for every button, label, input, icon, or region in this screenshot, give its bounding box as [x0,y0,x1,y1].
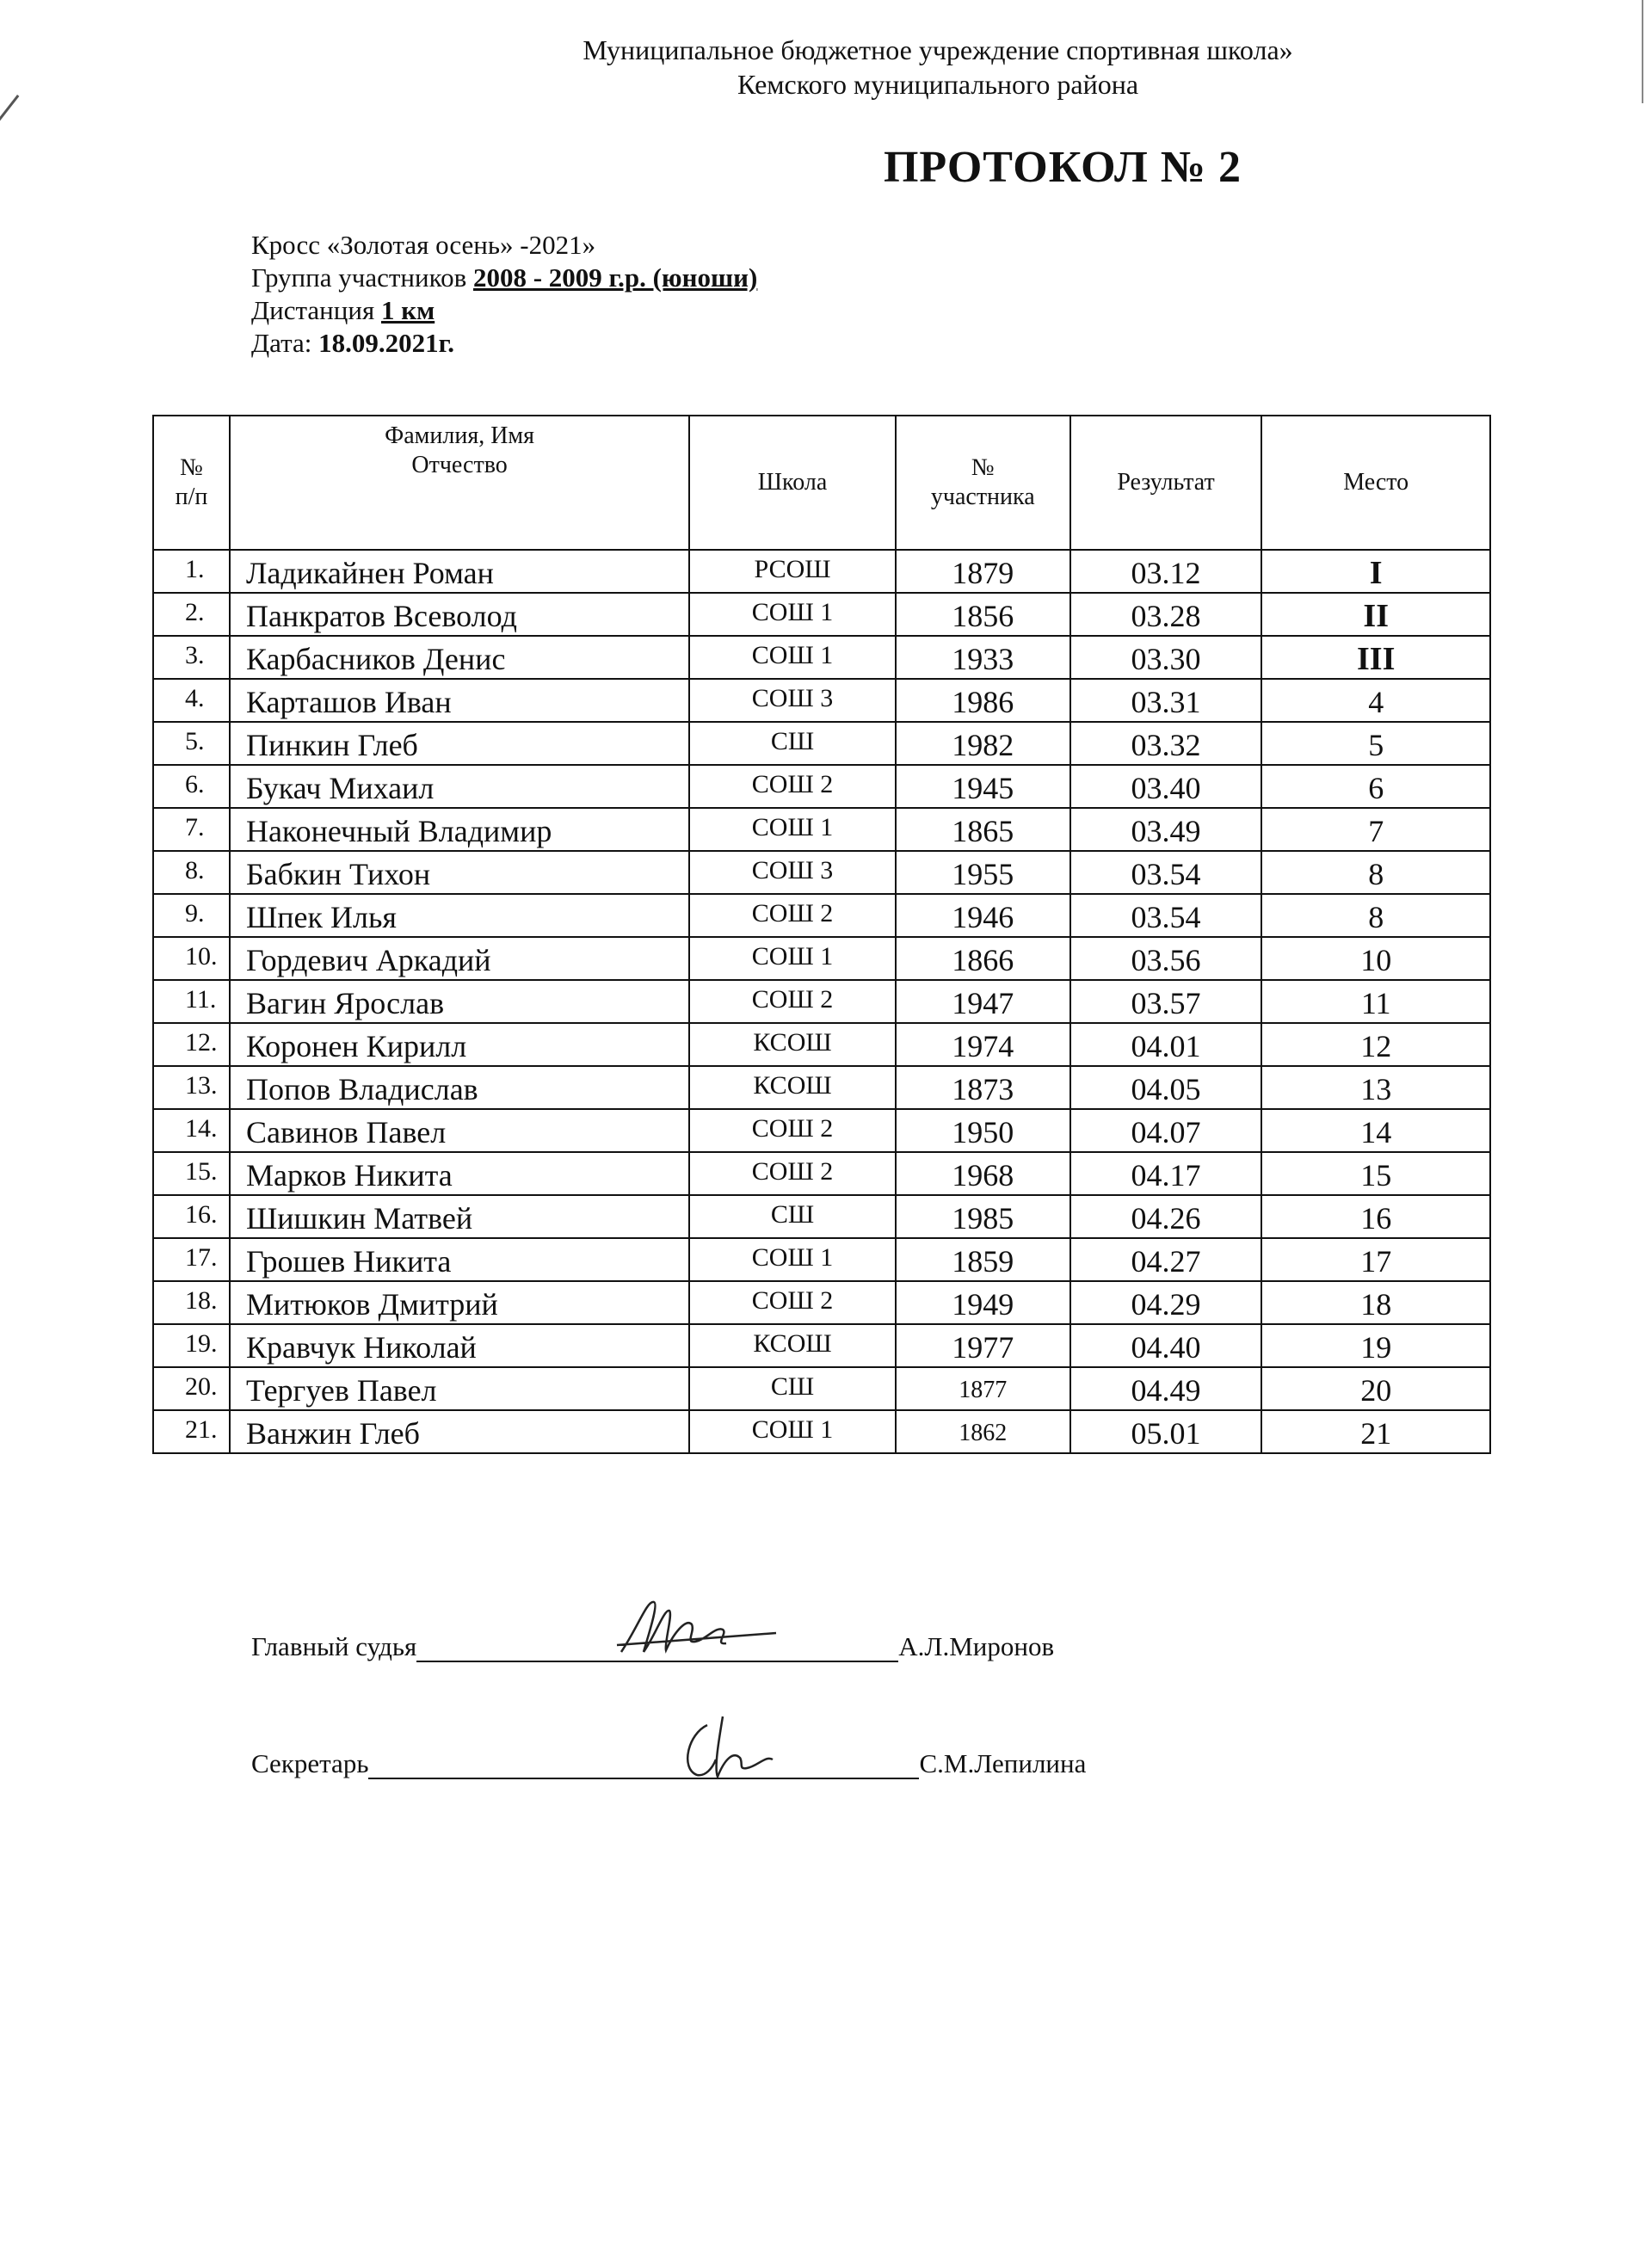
participant-place: 16 [1261,1195,1490,1238]
participant-school: СОШ 2 [689,1281,896,1324]
participant-name: Шпек Илья [230,894,689,937]
participant-place: 17 [1261,1238,1490,1281]
header-school: Школа [689,416,896,550]
row-number: 20. [153,1367,230,1410]
participant-school: СОШ 2 [689,1152,896,1195]
participant-name: Букач Михаил [230,765,689,808]
participant-place: 14 [1261,1109,1490,1152]
participant-school: СОШ 1 [689,808,896,851]
table-row [153,1195,1490,1238]
participant-name: Карбасников Денис [230,636,689,679]
participant-school: СОШ 1 [689,1410,896,1453]
participant-place: 15 [1261,1152,1490,1195]
participant-name: Вагин Ярослав [230,980,689,1023]
participant-name: Попов Владислав [230,1066,689,1109]
participant-school: СОШ 1 [689,1238,896,1281]
participant-bib: 1955 [896,851,1070,894]
participant-name: Бабкин Тихон [230,851,689,894]
participant-bib: 1879 [896,550,1070,593]
secretary-name: С.М.Лепилина [919,1748,1087,1778]
participant-school: СШ [689,1195,896,1238]
participant-result: 04.01 [1070,1023,1262,1066]
event-name: Кросс «Золотая осень» -2021» [251,230,596,260]
row-number: 7. [153,808,230,851]
participant-place: 6 [1261,765,1490,808]
participant-result: 03.32 [1070,722,1262,765]
event-meta [251,229,757,360]
participant-result: 04.26 [1070,1195,1262,1238]
participant-bib: 1968 [896,1152,1070,1195]
participant-name: Тергуев Павел [230,1367,689,1410]
header-num: № п/п [153,416,230,550]
participant-name: Пинкин Глеб [230,722,689,765]
participant-bib: 1856 [896,593,1070,636]
participant-bib: 1873 [896,1066,1070,1109]
participant-bib: 1950 [896,1109,1070,1152]
participant-bib: 1859 [896,1238,1070,1281]
participant-place: 8 [1261,851,1490,894]
participant-school: СШ [689,1367,896,1410]
table-row [153,1281,1490,1324]
participant-result: 04.40 [1070,1324,1262,1367]
secretary-label: Секретарь [251,1748,369,1778]
table-row [153,1152,1490,1195]
participant-name: Савинов Павел [230,1109,689,1152]
participant-name: Наконечный Владимир [230,808,689,851]
secretary-line [251,1748,1086,1779]
secretary-signature-icon [671,1708,800,1794]
participant-school: СОШ 2 [689,894,896,937]
participant-name: Карташов Иван [230,679,689,722]
participant-result: 05.01 [1070,1410,1262,1453]
participant-bib: 1865 [896,808,1070,851]
chief-judge-name: А.Л.Миронов [898,1631,1055,1661]
participant-place: III [1261,636,1490,679]
participant-bib: 1974 [896,1023,1070,1066]
participant-name: Коронен Кирилл [230,1023,689,1066]
table-row [153,1023,1490,1066]
table-row [153,1066,1490,1109]
participant-name: Марков Никита [230,1152,689,1195]
participant-place: 18 [1261,1281,1490,1324]
participant-place: 20 [1261,1367,1490,1410]
participant-place: 5 [1261,722,1490,765]
participant-result: 04.07 [1070,1109,1262,1152]
participant-bib: 1933 [896,636,1070,679]
participant-place: 19 [1261,1324,1490,1367]
org-line-2: Кемского муниципального района [737,69,1139,100]
participant-place: 8 [1261,894,1490,937]
chief-judge-signature-icon [613,1592,785,1669]
row-number: 11. [153,980,230,1023]
participant-result: 03.40 [1070,765,1262,808]
participant-result: 04.27 [1070,1238,1262,1281]
group-line [251,262,757,294]
date-label: Дата: [251,328,312,358]
participant-result: 03.49 [1070,808,1262,851]
participant-bib: 1946 [896,894,1070,937]
row-number: 6. [153,765,230,808]
table-row [153,550,1490,593]
participant-name: Гордевич Аркадий [230,937,689,980]
participant-school: СОШ 1 [689,636,896,679]
table-row [153,679,1490,722]
participant-result: 03.57 [1070,980,1262,1023]
chief-judge-label: Главный судья [251,1631,417,1661]
participant-result: 03.28 [1070,593,1262,636]
table-row [153,765,1490,808]
participant-school: СОШ 1 [689,593,896,636]
participant-school: РСОШ [689,550,896,593]
participant-bib: 1862 [896,1410,1070,1453]
participant-school: СОШ 2 [689,980,896,1023]
header-result: Результат [1070,416,1262,550]
table-row [153,851,1490,894]
participant-school: КСОШ [689,1066,896,1109]
participant-result: 03.30 [1070,636,1262,679]
protocol-title: ПРОТОКОЛ № 2 [883,143,1242,192]
participant-bib: 1945 [896,765,1070,808]
group-label: Группа участников [251,262,467,293]
participant-name: Ладикайнен Роман [230,550,689,593]
row-number: 9. [153,894,230,937]
participant-place: 11 [1261,980,1490,1023]
participant-school: СОШ 3 [689,679,896,722]
participant-result: 04.49 [1070,1367,1262,1410]
row-number: 8. [153,851,230,894]
table-row [153,1109,1490,1152]
participant-place: I [1261,550,1490,593]
participant-result: 03.54 [1070,894,1262,937]
row-number: 16. [153,1195,230,1238]
participant-bib: 1985 [896,1195,1070,1238]
participant-result: 03.56 [1070,937,1262,980]
participant-bib: 1866 [896,937,1070,980]
participant-place: 7 [1261,808,1490,851]
header-bib: № участника [896,416,1070,550]
participant-result: 04.17 [1070,1152,1262,1195]
date-value: 18.09.2021г. [318,328,454,358]
row-number: 10. [153,937,230,980]
participant-place: 4 [1261,679,1490,722]
secretary-signature-line [368,1752,919,1779]
distance-label: Дистанция [251,295,375,325]
table-row [153,1324,1490,1367]
participant-place: 13 [1261,1066,1490,1109]
participant-name: Панкратов Всеволод [230,593,689,636]
table-row [153,636,1490,679]
participant-name: Митюков Дмитрий [230,1281,689,1324]
date-line [251,327,757,360]
row-number: 1. [153,550,230,593]
participant-place: 12 [1261,1023,1490,1066]
participant-school: СОШ 2 [689,1109,896,1152]
participant-name: Грошев Никита [230,1238,689,1281]
participant-school: СОШ 3 [689,851,896,894]
participant-result: 03.12 [1070,550,1262,593]
organization-header [0,33,1652,102]
participant-bib: 1982 [896,722,1070,765]
table-row [153,808,1490,851]
distance-line [251,294,757,327]
results-table [152,415,1491,1454]
participant-school: КСОШ [689,1023,896,1066]
table-row [153,937,1490,980]
participant-place: 21 [1261,1410,1490,1453]
table-row [153,1410,1490,1453]
distance-value: 1 км [380,295,435,325]
table-header-row [153,416,1490,550]
participant-school: СШ [689,722,896,765]
row-number: 19. [153,1324,230,1367]
participant-place: II [1261,593,1490,636]
participant-result: 03.31 [1070,679,1262,722]
participant-bib: 1977 [896,1324,1070,1367]
row-number: 2. [153,593,230,636]
row-number: 14. [153,1109,230,1152]
participant-bib: 1947 [896,980,1070,1023]
participant-bib: 1877 [896,1367,1070,1410]
row-number: 4. [153,679,230,722]
header-name: Фамилия, Имя Отчество [230,416,689,550]
participant-result: 04.29 [1070,1281,1262,1324]
row-number: 17. [153,1238,230,1281]
org-line-1: Муниципальное бюджетное учреждение спортивная школа» [583,34,1293,65]
row-number: 5. [153,722,230,765]
participant-school: СОШ 2 [689,765,896,808]
participant-place: 10 [1261,937,1490,980]
table-row [153,1367,1490,1410]
participant-result: 04.05 [1070,1066,1262,1109]
participant-name: Кравчук Николай [230,1324,689,1367]
participant-name: Ванжин Глеб [230,1410,689,1453]
participant-bib: 1949 [896,1281,1070,1324]
table-row [153,593,1490,636]
row-number: 18. [153,1281,230,1324]
participant-school: СОШ 1 [689,937,896,980]
row-number: 3. [153,636,230,679]
row-number: 21. [153,1410,230,1453]
participant-school: КСОШ [689,1324,896,1367]
table-row [153,980,1490,1023]
table-row [153,1238,1490,1281]
table-row [153,894,1490,937]
table-row [153,722,1490,765]
row-number: 15. [153,1152,230,1195]
row-number: 12. [153,1023,230,1066]
header-place: Место [1261,416,1490,550]
group-value: 2008 - 2009 г.р. (юноши) [472,262,758,293]
participant-bib: 1986 [896,679,1070,722]
participant-result: 03.54 [1070,851,1262,894]
participant-name: Шишкин Матвей [230,1195,689,1238]
row-number: 13. [153,1066,230,1109]
